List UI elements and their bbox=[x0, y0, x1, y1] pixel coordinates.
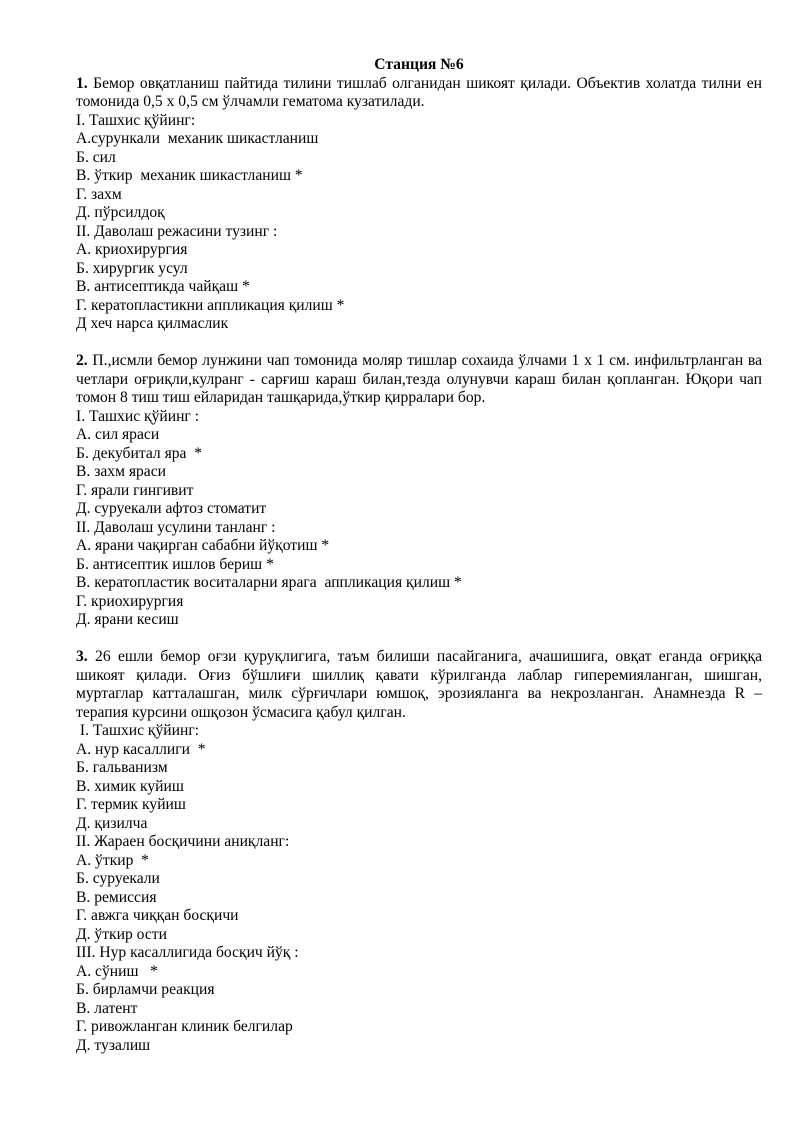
option-line: В. кератопластик воситаларни ярага аппликация қилиш * bbox=[76, 574, 462, 591]
option-line: А. ярани чақирган сабабни йўқотиш * bbox=[76, 537, 330, 554]
option-line: III. Нур касаллигида босқич йўқ : bbox=[76, 944, 299, 961]
question-1 bbox=[76, 75, 762, 112]
option-line: I. Ташхис қўйинг: bbox=[76, 111, 196, 129]
question-text: П.,исмли бемор лунжини чап томонида моляр тишлар сохаида ўлчами 1 х 1 см. инфильтрланган ва четлари оғриқли,кулранг - сарғиш караш билан,тезда олунувчи караш билан қопланган. Юқори чап томон 8 тиш тиш ейларидан ташқарида,ўткир қирралари бор. bbox=[76, 352, 762, 406]
option-line: Г. криохирургия bbox=[76, 592, 184, 610]
option-line: Д. пўрсилдоқ bbox=[76, 204, 165, 221]
option-line: Г. авжга чиққан босқичи bbox=[76, 907, 239, 924]
option-line: А.сурункали механик шикастланиш bbox=[76, 130, 319, 147]
option-line: I. Ташхис қўйинг : bbox=[76, 407, 200, 425]
page-title: Станция №6 bbox=[374, 56, 464, 73]
option-line: Г. ярали гингивит bbox=[76, 481, 194, 499]
question-2-options bbox=[76, 408, 762, 630]
option-line: В. захм яраси bbox=[76, 463, 166, 480]
option-line: Г. ривожланган клиник белгилар bbox=[76, 1018, 293, 1035]
question-1-options bbox=[76, 112, 762, 334]
option-line: Д. тузалиш bbox=[76, 1036, 151, 1054]
option-line: Б. гальванизм bbox=[76, 759, 168, 776]
option-line: Б. сил bbox=[76, 148, 116, 166]
option-line: I. Ташхис қўйинг: bbox=[76, 722, 200, 739]
option-line: В. ўткир механик шикастланиш * bbox=[76, 167, 303, 184]
option-line: II. Даволаш режасини тузинг : bbox=[76, 222, 278, 240]
option-line: Д. қизилча bbox=[76, 814, 148, 832]
option-line: Б. декубитал яра * bbox=[76, 444, 203, 462]
question-number: 2. bbox=[76, 352, 88, 369]
option-line: Б. хирургик усул bbox=[76, 259, 188, 277]
option-line: Г. захм bbox=[76, 185, 122, 203]
option-line: А. криохирургия bbox=[76, 241, 188, 258]
option-line: Д. ўткир ости bbox=[76, 925, 167, 943]
question-number: 1. bbox=[76, 74, 88, 92]
option-line: А. ўткир * bbox=[76, 851, 149, 869]
option-line: В. антисептикда чайқаш * bbox=[76, 278, 250, 295]
option-line: II. Даволаш усулини танланг : bbox=[76, 518, 276, 536]
option-line: А. нур касаллиги * bbox=[76, 740, 206, 758]
option-line: Б. суруекали bbox=[76, 870, 160, 887]
question-number: 3. bbox=[76, 648, 88, 665]
option-line: Д. ярани кесиш bbox=[76, 611, 179, 628]
option-line: А. сўниш * bbox=[76, 962, 158, 980]
document-page bbox=[76, 56, 762, 1055]
option-line: А. сил яраси bbox=[76, 426, 160, 443]
question-2 bbox=[76, 352, 762, 408]
question-3-options bbox=[76, 722, 762, 1055]
option-line: В. химик куйиш bbox=[76, 777, 184, 795]
option-line: Б. бирламчи реакция bbox=[76, 981, 215, 998]
question-3 bbox=[76, 648, 762, 722]
question-text: 26 ешли бемор оғзи қуруқлигига, таъм билиши пасайганига, ачашишига, овқат еганда оғриққа шикоят қилади. Оғиз бўшлиғи шиллиқ қавати кўрилганда лаблар гиперемияланган, шишган, муртаглар катталашган, милк сўрғичлари юмшоқ, эрозияланга ва некрозланган. Анамнезда R – терапия курсини ошқозон ўсмасига қабул қилган. bbox=[76, 648, 762, 721]
option-line: Д хеч нарса қилмаслик bbox=[76, 315, 229, 332]
option-line: Б. антисептик ишлов бериш * bbox=[76, 555, 274, 573]
option-line: В. ремиссия bbox=[76, 888, 157, 906]
option-line: Д. суруекали афтоз стоматит bbox=[76, 500, 267, 517]
option-line: Г. кератопластикни аппликация қилиш * bbox=[76, 296, 345, 314]
question-text: Бемор овқатланиш пайтида тилини тишлаб олганидан шикоят қилади. Объектив холатда тилни ен томонида 0,5 х 0,5 см ўлчамли гематома кузатилади. bbox=[76, 74, 762, 110]
option-line: В. латент bbox=[76, 999, 138, 1017]
option-line: Г. термик куйиш bbox=[76, 796, 186, 813]
option-line: II. Жараен босқичини аниқланг: bbox=[76, 833, 290, 850]
